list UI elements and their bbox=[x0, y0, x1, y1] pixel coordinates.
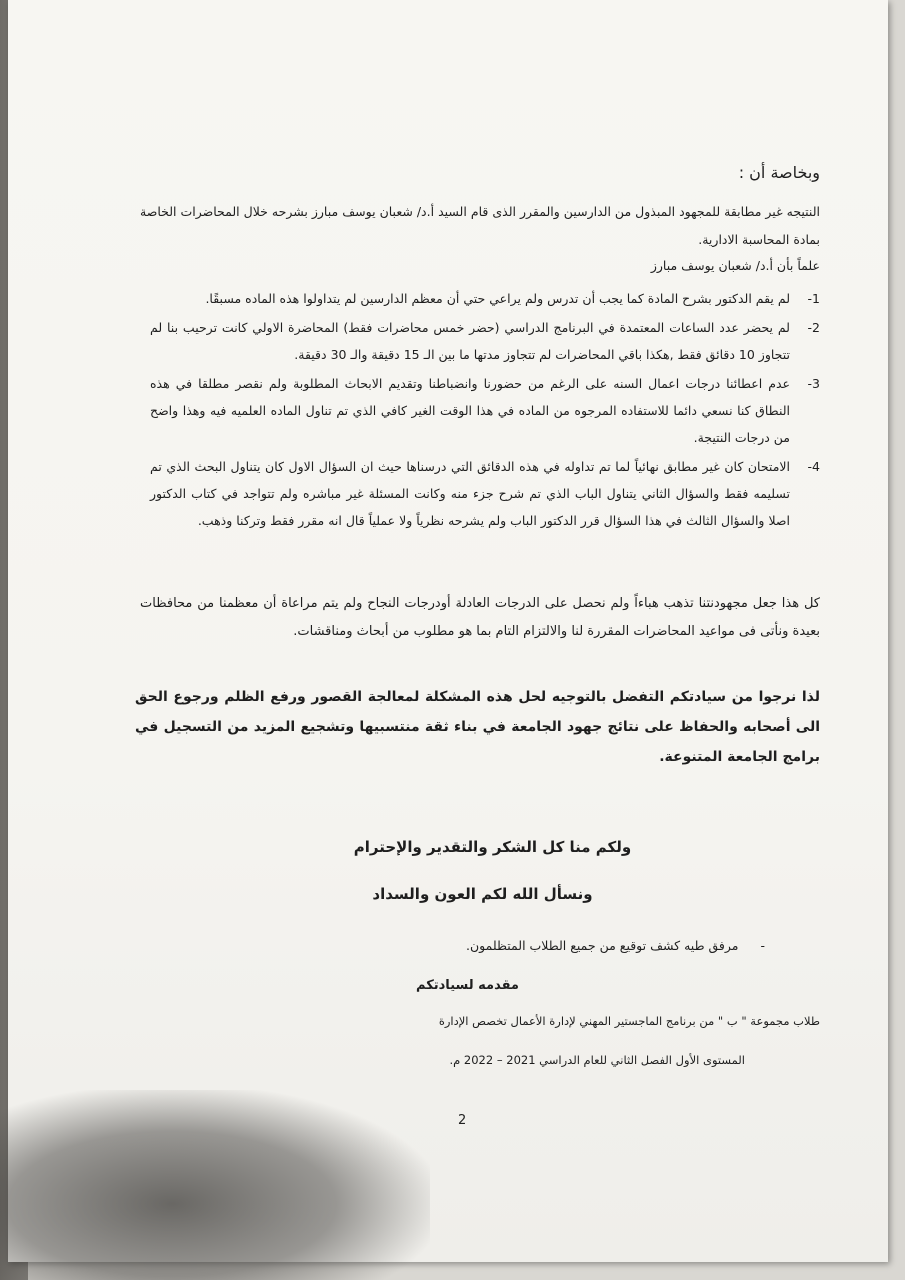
photo-shadow bbox=[0, 1090, 430, 1280]
complaint-list bbox=[150, 285, 820, 536]
level-line: المستوى الأول الفصل الثاني للعام الدراسي 2021 – 2022 م. bbox=[449, 1053, 745, 1067]
complaint-paragraph: النتيجه غير مطابقة للمجهود المبذول من الدارسين والمقرر الذى قام السيد أ.د/ شعبان يوسف مبارز بشرحه خلال المحاضرات الخاصة بمادة المحاسبة الادارية. bbox=[140, 204, 820, 247]
list-item-number: -4 bbox=[807, 459, 820, 474]
list-item-text: الامتحان كان غير مطابق نهائياً لما تم تداوله في هذه الدقائق التي درسناها حيث ان السؤال الاول كان يتناول البحث الذي تم تسليمه فقط والسؤال الثاني يتناول الباب الذي تم شرح جزء منه وكانت المسئلة غير مباشره ولم تتواجد في كتاب الدكتور اصلا والسؤال الثالث في هذا السؤال قرر الدكتور الباب ولم يشرحه نظرياً ولا عملياً قال انه مقرر فقط وتركنا وذهب. bbox=[150, 459, 790, 528]
request-paragraph: لذا نرجوا من سيادتكم التفضل بالتوجيه لحل هذه المشكلة لمعالجة القصور ورفع الظلم ورجوع الحق الى أصحابه والحفاظ على نتائج جهود الجامعة في بناء ثقة منتسبيها وتشجيع المزيد من التسجيل في برامج الجامعة المتنوعة. bbox=[135, 689, 820, 765]
attachment-text: مرفق طيه كشف توقيع من جميع الطلاب المتظلمون. bbox=[466, 938, 739, 953]
list-item-text: لم يقم الدكتور بشرح المادة كما يجب أن تدرس ولم يراعي حتي أن معظم الدارسين لم يتداولوا هذه الماده مسبقًا. bbox=[205, 291, 790, 306]
list-item-number: -1 bbox=[807, 291, 820, 306]
list-item-number: -2 bbox=[807, 320, 820, 335]
effort-paragraph: كل هذا جعل مجهودنتنا تذهب هباءاً ولم نحصل على الدرجات العادلة أودرجات النجاح ولم يتم مراعاة أن معظمنا من محافظات بعيدة ونأتى فى مواعيد المحاضرات المقررة لنا والالتزام التام بما هو مطلوب من أبحاث ومناقشات. bbox=[140, 596, 820, 639]
attachment-note bbox=[165, 938, 765, 953]
list-item-number: -3 bbox=[807, 376, 820, 391]
list-item bbox=[150, 285, 820, 312]
list-item bbox=[150, 453, 820, 534]
list-item bbox=[150, 314, 820, 368]
attachment-dash: - bbox=[760, 938, 765, 953]
page-number: 2 bbox=[458, 1113, 467, 1128]
submitted-by: مقدمه لسيادتكم bbox=[416, 978, 519, 993]
thanks-line: ولكم منا كل الشكر والتقدير والإحترام bbox=[353, 838, 632, 856]
list-item-text: لم يحضر عدد الساعات المعتمدة في البرنامج الدراسي (حضر خمس محاضرات فقط) المحاضرة الاولي كانت ترحيب بنا لم تتجاوز 10 دقائق فقط ,هكذا باقي المحاضرات لم تتجاوز مدتها ما بين الـ 15 دقيقة والـ 30 دقيقة. bbox=[150, 320, 790, 362]
note-line: علماً بأن أ.د/ شعبان يوسف مبارز bbox=[650, 258, 820, 273]
list-item bbox=[150, 370, 820, 451]
prayer-line: ونسأل الله لكم العون والسداد bbox=[372, 885, 593, 903]
students-line: طلاب مجموعة " ب " من برنامج الماجستير المهني لإدارة الأعمال تخصص الإدارة bbox=[438, 1014, 820, 1028]
list-item-text: عدم اعطائنا درجات اعمال السنه على الرغم من حضورنا وانضباطنا وتقديم الابحاث المطلوبة ولم نقصر مطلقا في هذه النطاق كنا نسعي دائما للاستفاده المرجوه من الماده في هذا الوقت الغير كافي الذي تم تناول الماده العلميه فيه وهذا واضح من درجات النتيجة. bbox=[150, 376, 790, 445]
intro-heading: وبخاصة أن : bbox=[738, 163, 820, 182]
